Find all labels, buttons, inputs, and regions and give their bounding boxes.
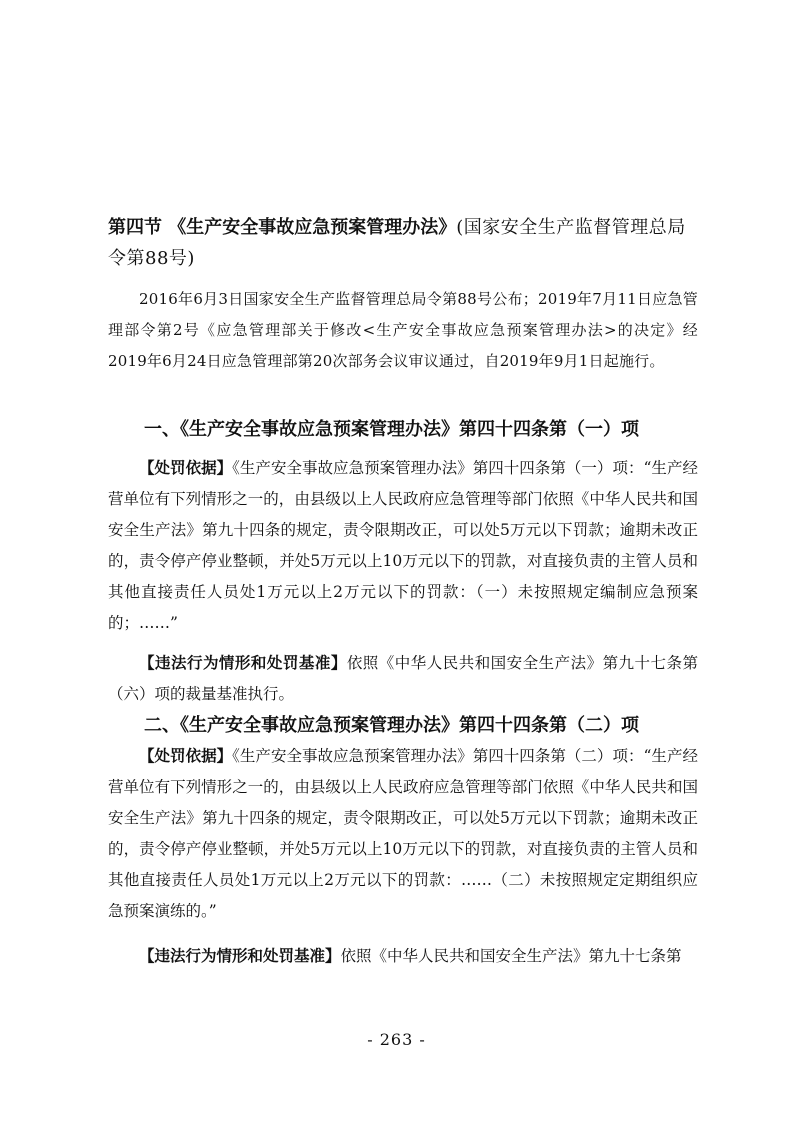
item-1-criteria-label: 【违法行为情形和处罚基准】 (139, 653, 347, 672)
item-2-basis-label: 【处罚依据】 (139, 746, 233, 765)
item-2-basis (108, 740, 698, 927)
item-1-basis-text: 《生产安全事故应急预案管理办法》第四十四条第（一）项：“生产经营单位有下列情形之一的，由县级以上人民政府应急管理等部门依照《中华人民共和国安全生产法》第九十四条的规定，责令限期改正，可以处5万元以下罚款；逾期未改正的，责令停产停业整顿，并处5万元以上10万元以下的罚款，对直接负责的主管人员和其他直接责任人员处1万元以上2万元以下的罚款：（一）未按照规定编制应急预案的；……” (108, 459, 698, 632)
item-2-criteria-label: 【违法行为情形和处罚基准】 (139, 946, 341, 965)
section-title-main: 第四节 《生产安全事故应急预案管理办法》 (108, 217, 457, 238)
item-1-title: 一、《生产安全事故应急预案管理办法》第四十四条第（一）项 (144, 419, 639, 440)
item-1-criteria-text: 依照《中华人民共和国安全生产法》第九十七条第（六）项的裁量基准执行。 (108, 654, 698, 703)
item-2-title: 二、《生产安全事故应急预案管理办法》第四十四条第（二）项 (144, 715, 639, 736)
item-1-basis (108, 452, 698, 639)
item-2-criteria-text: 依照《中华人民共和国安全生产法》第九十七条第 (340, 947, 682, 965)
item-2-criteria (108, 940, 698, 972)
intro-paragraph: 2016年6月3日国家安全生产监督管理总局令第88号公布；2019年7月11日应急管理部令第2号《应急管理部关于修改<生产安全事故应急预案管理办法>的决定》经2019年6月24日应急管理部第20次部务会议审议通过，自2019年9月1日起施行。 (108, 290, 698, 370)
item-1-criteria (108, 647, 698, 710)
section-title-sub: (国家安全生产监督管理总局令第88号) (108, 217, 686, 269)
item-2-basis-text: 《生产安全事故应急预案管理办法》第四十四条第（二）项：“生产经营单位有下列情形之一的，由县级以上人民政府应急管理等部门依照《中华人民共和国安全生产法》第九十四条的规定，责令限期改正，可以处5万元以下罚款；逾期未改正的，责令停产停业整顿，并处5万元以上10万元以下的罚款，对直接负责的主管人员和其他直接责任人员处1万元以上2万元以下的罚款：……（二）未按照规定定期组织应急预案演练的。” (108, 747, 698, 920)
item-1-basis-label: 【处罚依据】 (139, 458, 233, 477)
section-title (108, 212, 704, 274)
page-number: - 263 - (367, 1030, 426, 1049)
